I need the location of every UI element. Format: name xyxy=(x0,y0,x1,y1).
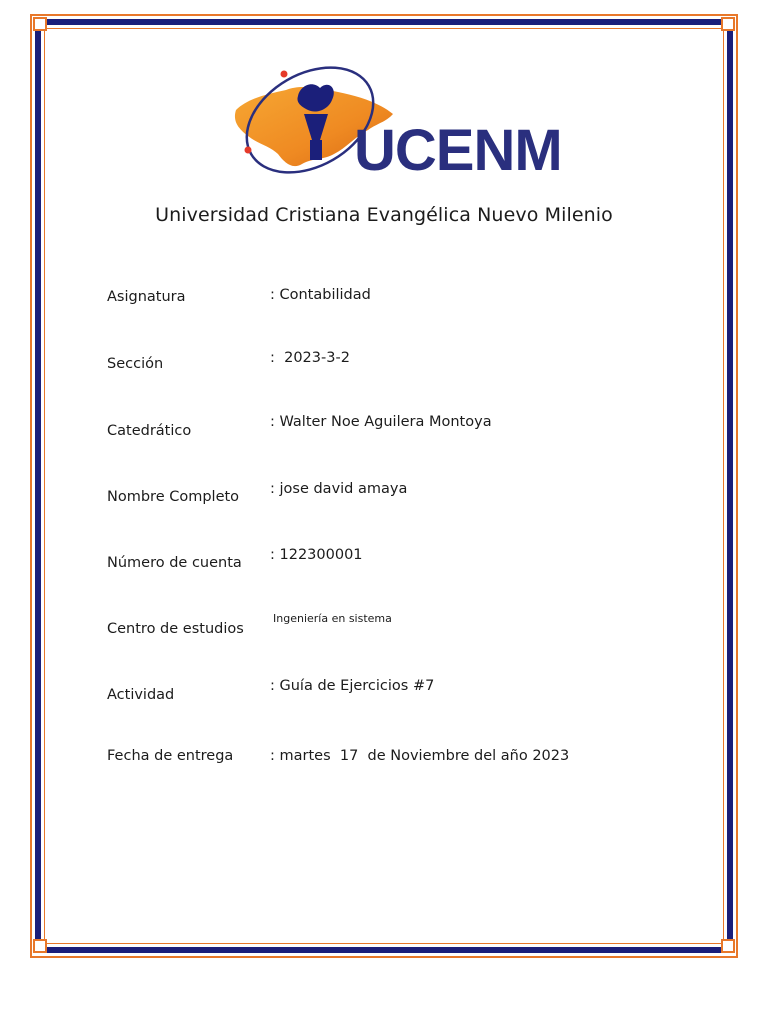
field-value: : jose david amaya xyxy=(270,481,408,497)
corner-ornament-top-left xyxy=(33,17,47,31)
field-value: : 122300001 xyxy=(270,547,363,563)
field-row-centro-estudios xyxy=(0,612,768,651)
field-row-seccion xyxy=(0,350,768,386)
field-value: : Walter Noe Aguilera Montoya xyxy=(270,414,492,430)
field-row-actividad xyxy=(0,678,768,717)
corner-ornament-bottom-right xyxy=(721,939,735,953)
university-logo xyxy=(228,58,578,186)
corner-ornament-bottom-left xyxy=(33,939,47,953)
field-label: Actividad xyxy=(107,687,175,703)
field-row-fecha-entrega xyxy=(0,748,768,778)
field-label: Centro de estudios xyxy=(107,621,244,637)
field-value: : martes 17 de Noviembre del año 2023 xyxy=(270,748,570,764)
university-name: Universidad Cristiana Evangélica Nuevo Milenio xyxy=(155,204,613,226)
field-value: : Guía de Ejercicios #7 xyxy=(270,678,435,694)
field-label: Asignatura xyxy=(107,289,186,305)
field-label: Número de cuenta xyxy=(107,555,242,571)
field-value: : Contabilidad xyxy=(270,287,371,303)
field-label: Sección xyxy=(107,356,164,372)
field-row-asignatura xyxy=(0,289,768,319)
field-row-nombre xyxy=(0,481,768,519)
field-label: Catedrático xyxy=(107,423,192,439)
field-value: : 2023-3-2 xyxy=(270,350,350,366)
corner-ornament-top-right xyxy=(721,17,735,31)
field-label: Fecha de entrega xyxy=(107,748,234,764)
field-row-numero-cuenta xyxy=(0,547,768,585)
field-label: Nombre Completo xyxy=(107,489,240,505)
field-row-catedratico xyxy=(0,414,768,453)
field-value: Ingeniería en sistema xyxy=(273,612,392,625)
logo-text: UCENM xyxy=(354,118,562,183)
